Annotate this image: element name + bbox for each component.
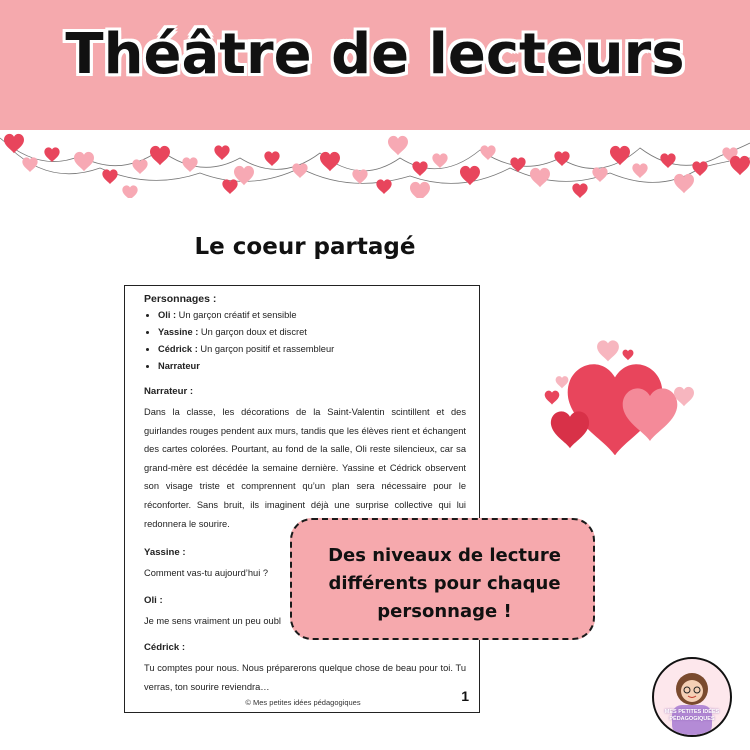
- garland-heart-icon: [102, 169, 117, 184]
- garland-heart-icon: [264, 151, 279, 166]
- garland-heart-icon: [22, 157, 37, 172]
- callout-box: [290, 518, 595, 640]
- speaker-cedrick: Cédrick :: [144, 642, 186, 654]
- characters-list: [144, 310, 466, 372]
- garland-heart-icon: [674, 174, 694, 193]
- garland-heart-icon: [530, 168, 550, 187]
- garland-heart-icon: [432, 153, 447, 168]
- garland-heart-icon: [632, 163, 647, 178]
- garland-heart-icon: [460, 166, 480, 185]
- garland-heart-icon: [222, 179, 237, 194]
- garland-heart-icon: [610, 146, 630, 165]
- play-title: Le coeur partagé: [194, 234, 416, 260]
- garland-heart-icon: [44, 147, 59, 162]
- small-heart-icon: [551, 411, 589, 448]
- garland-heart-icon: [510, 157, 525, 172]
- brand-logo: [652, 657, 732, 737]
- tiny-heart-icon: [623, 350, 634, 361]
- garland-heart-icon: [388, 136, 408, 155]
- garland-heart-icon: [182, 157, 197, 172]
- character-item: • Oli : Un garçon créatif et sensible: [158, 310, 466, 321]
- hearts-illustration: [540, 335, 700, 455]
- character-item: • Cédrick : Un garçon positif et rassembleur: [158, 344, 466, 355]
- script-page: [124, 285, 480, 713]
- character-item: • Yassine : Un garçon doux et discret: [158, 327, 466, 338]
- cedrick-line: Tu comptes pour nous. Nous préparerons quelque chose de beau pour toi. Tu verras, ton sourire reviendra…: [144, 663, 466, 692]
- garland-heart-icon: [292, 163, 307, 178]
- garland-heart-icon: [132, 159, 147, 174]
- tiny-heart-icon: [597, 340, 619, 361]
- speaker-narrator: Narrateur :: [144, 386, 194, 397]
- logo-text: MES PETITES IDÉES PÉDAGOGIQUES: [664, 709, 720, 722]
- title-banner: [0, 0, 750, 130]
- heart-garland: [0, 128, 750, 198]
- garland-heart-icon: [730, 156, 750, 175]
- garland-heart-icon: [412, 161, 427, 176]
- garland-heart-icon: [150, 146, 170, 165]
- garland-heart-icon: [592, 167, 607, 182]
- copyright: © Mes petites idées pédagogiques: [245, 698, 361, 707]
- garland-heart-icon: [376, 179, 391, 194]
- garland-heart-icon: [122, 185, 137, 198]
- callout-text: Des niveaux de lecture différents pour chaque personnage !: [328, 545, 561, 622]
- speaker-oli: Oli :: [144, 594, 163, 606]
- characters-heading: Personnages :: [144, 293, 217, 305]
- narrator-text: Dans la classe, les décorations de la Saint-Valentin scintillent et des guirlandes rouges pendent aux murs, tandis que les élèves rient et échangent des cartes colorées. Pourtant, au fond de la salle, Oli reste silencieux, car sa grand-mère est décédée la semaine dernière. Yassine et Cédrick observent son visage triste et comprennent qu’un plan sera nécessaire pour le réconforter. Sans bruit, ils imaginent déjà une surprise collective qui lui redonnera le sourire.: [144, 407, 466, 529]
- garland-heart-icon: [4, 134, 24, 153]
- yassine-line: Comment vas-tu aujourd’hui ?: [144, 568, 269, 579]
- garland-heart-icon: [74, 152, 94, 171]
- character-item: • Narrateur: [158, 361, 466, 372]
- garland-heart-icon: [320, 152, 340, 171]
- oli-line: Je me sens vraiment un peu oubl: [144, 615, 281, 626]
- garland-heart-icon: [214, 145, 229, 160]
- garland-heart-icon: [660, 153, 675, 168]
- garland-heart-icon: [554, 151, 569, 166]
- speaker-yassine: Yassine :: [144, 547, 186, 559]
- garland-heart-icon: [410, 182, 430, 198]
- banner-title: Théâtre de lecteurs: [65, 22, 685, 87]
- tiny-heart-icon: [556, 376, 569, 388]
- garland-heart-icon: [352, 169, 367, 184]
- page-number: 1: [461, 688, 469, 704]
- garland-heart-icon: [692, 161, 707, 176]
- garland-heart-icon: [572, 183, 587, 198]
- tiny-heart-icon: [545, 391, 560, 405]
- teacher-avatar-icon: [654, 659, 730, 735]
